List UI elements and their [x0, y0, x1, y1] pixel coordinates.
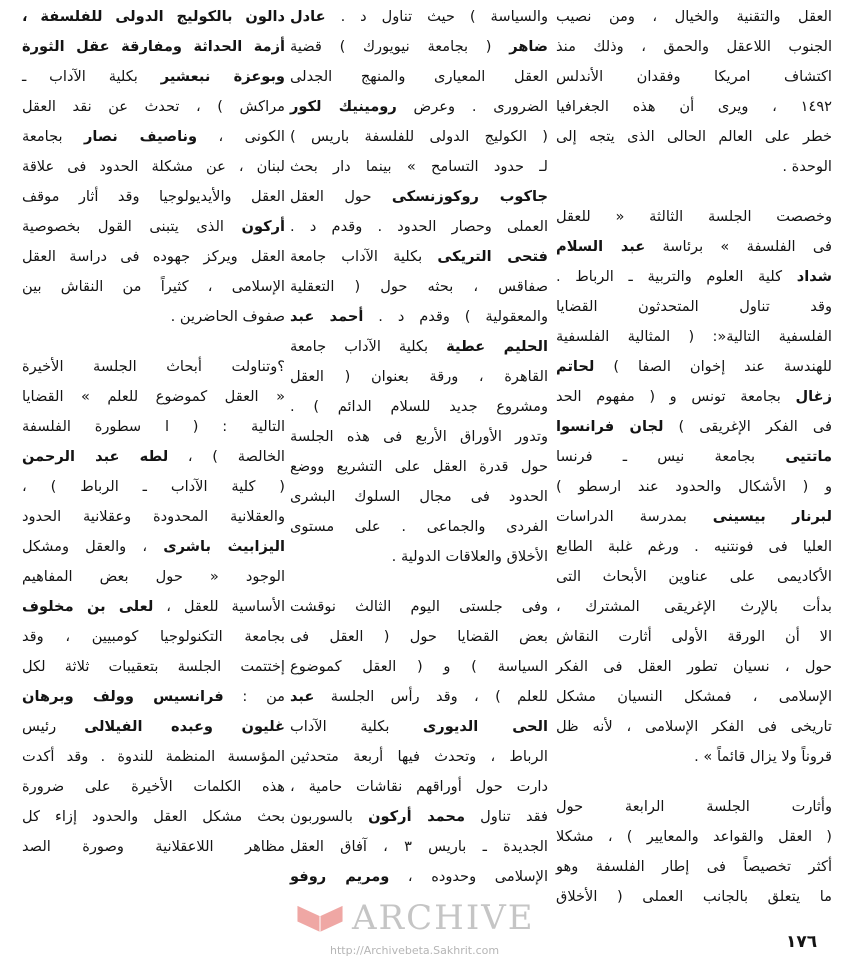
bold-name: لحاتم — [556, 358, 595, 375]
text-span: بعض القضايا حول ( العقل فى — [290, 628, 548, 645]
text-line — [556, 502, 832, 532]
text-line — [22, 742, 285, 772]
text-span: صفوف الحاضرين . — [170, 308, 285, 325]
text-line — [556, 652, 832, 682]
text-span: فقد تناول — [464, 808, 548, 825]
text-line — [556, 382, 832, 412]
text-span: كلية العلوم والتربية ـ الرباط . — [556, 268, 797, 285]
text-line — [556, 322, 832, 352]
text-line — [22, 2, 285, 32]
text-span: الحدود فى مجال السلوك البشرى — [290, 488, 548, 505]
text-span: قروناً ولا يزال قائماً » . — [694, 748, 832, 765]
text-line — [22, 622, 285, 652]
text-line — [556, 622, 832, 652]
text-span: بكلية الآداب جامعة — [290, 338, 447, 355]
text-line — [22, 772, 285, 802]
bold-name: فرانسيس وولف وبرهان — [22, 688, 224, 705]
text-span: ومشروع جديد للسلام الدائم ) . — [290, 398, 548, 415]
text-line — [22, 442, 285, 472]
bold-name: ضاهر — [509, 38, 548, 55]
text-span: العملى وحصار الحدود . وقدم د . — [290, 218, 548, 235]
watermark-url: http://Archivebeta.Sakhrit.com — [330, 944, 500, 957]
text-line — [22, 242, 285, 272]
column-right — [556, 2, 832, 932]
text-span: والسياسة ) حيث تناول د . — [325, 8, 548, 25]
text-line — [22, 352, 285, 382]
text-span: القاهرة ، ورقة بعنوان ( العقل — [290, 368, 548, 385]
bold-name: غليون وعبده الفيلالى — [84, 718, 285, 735]
paragraph — [556, 792, 832, 912]
text-span: المؤسسة المنظمة للندوة . وقد أكدت — [22, 748, 285, 765]
text-span: العقل ويركز جهوده فى دراسة العقل — [22, 248, 285, 265]
text-line — [556, 32, 832, 62]
text-line — [290, 512, 548, 542]
bold-name: جاكوب روكوزنسكى — [391, 188, 548, 205]
text-span: وتدور الأوراق الأربع فى هذه الجلسة — [290, 428, 548, 445]
text-span: السياسة ) و ( العقل كموضوع — [290, 658, 548, 675]
text-line — [290, 242, 548, 272]
text-span: و ( الأشكال والحدود عند ارسطو ) — [556, 478, 832, 495]
page-number: ١٧٦ — [786, 932, 818, 952]
bold-name: محمد أركون — [368, 808, 465, 825]
text-span: ( العقل والقواعد والمعايير ) ، مشكلا — [556, 828, 832, 845]
text-span: بحث مشكل العقل والحدود إزاء كل — [22, 808, 285, 825]
text-span: الضرورى . وعرض — [396, 98, 548, 115]
text-span: بدأت بالإرث الإغريقى المشترك ، — [556, 598, 832, 615]
text-span: حول العقل — [290, 188, 392, 205]
text-span: أكثر تخصيصاً فى إطار الفلسفة وهو — [556, 858, 832, 875]
text-line — [290, 122, 548, 152]
text-span: العليا فى فونتنيه . ورغم غلبة الطابع — [556, 538, 832, 555]
bold-name: رومينيك لكور — [290, 98, 397, 115]
text-span: الرباط ، وتحدث فيها أربعة متحدثين — [290, 748, 548, 765]
text-span: والمعقولية ) وقدم د . — [363, 308, 549, 325]
bold-name: أحمد عبد — [290, 308, 364, 325]
text-line — [556, 352, 832, 382]
text-line — [556, 852, 832, 882]
text-line — [556, 92, 832, 122]
text-span: خطر على العالم الحالى الذى يتجه إلى — [556, 128, 832, 145]
paragraph — [290, 592, 548, 892]
text-span: حول قدرة العقل على التشريع ووضع — [290, 458, 548, 475]
paragraph — [556, 2, 832, 182]
paragraph — [556, 202, 832, 772]
text-line — [556, 742, 832, 772]
text-span: من : — [223, 688, 285, 705]
text-line — [290, 272, 548, 302]
text-line — [556, 292, 832, 322]
text-span: الجنوب اللاعقل والحمق ، وذلك منذ — [556, 38, 832, 55]
text-span: بكلية الآداب — [290, 718, 423, 735]
text-span: مراكش ) ، تحدث عن نقد العقل — [22, 98, 285, 115]
bold-name: وبوعزة نبعشير — [160, 68, 285, 85]
text-line — [290, 362, 548, 392]
text-span: ( كلية الآداب ـ الرباط ) ، — [22, 478, 285, 495]
bold-name: ومريم روفو — [290, 868, 390, 885]
text-span: للعلم ) ، وقد رأس الجلسة — [314, 688, 548, 705]
text-span: الأكاديمى على عناوين الأبحاث التى — [556, 568, 832, 585]
text-line — [290, 592, 548, 622]
text-span: بكلية الآداب جامعة — [290, 248, 438, 265]
column-middle — [290, 2, 548, 912]
text-line — [556, 2, 832, 32]
text-span: التالية : ( ا سطورة الفلسفة — [22, 418, 285, 435]
text-line — [556, 822, 832, 852]
text-line — [290, 212, 548, 242]
text-span: بجامعة تونس و ( مفهوم الحد — [556, 388, 796, 405]
text-line — [556, 682, 832, 712]
bold-name: لعلى بن مخلوف — [22, 598, 154, 615]
bold-name: شداد — [796, 268, 832, 285]
text-line — [22, 272, 285, 302]
text-span: بجامعة — [22, 128, 85, 145]
bold-name: زغال — [795, 388, 832, 405]
text-span: بمدرسة الدراسات — [556, 508, 713, 525]
text-span: العقل المعيارى والمنهج الجدلى — [290, 68, 548, 85]
text-span: الإسلامى وحدوده ، — [389, 868, 549, 885]
text-line — [290, 682, 548, 712]
text-line — [556, 232, 832, 262]
text-span: الأساسية للعقل ، — [153, 598, 286, 615]
text-line — [290, 302, 548, 332]
column-left — [22, 2, 285, 882]
text-line — [22, 412, 285, 442]
text-line — [556, 62, 832, 92]
text-span: ( بجامعة نيويورك ) قضية — [290, 38, 510, 55]
text-span: « العقل كموضوع للعلم » القضايا — [22, 388, 285, 405]
bold-name: اليزابيث باشرى — [163, 538, 285, 555]
text-span: الا أن الورقة الأولى أثارت النقاش — [556, 628, 832, 645]
text-line — [556, 712, 832, 742]
text-line — [22, 682, 285, 712]
text-line — [290, 452, 548, 482]
text-line — [556, 412, 832, 442]
text-span: بجامعة نيس ـ فرنسا — [556, 448, 786, 465]
text-line — [22, 182, 285, 212]
text-span: مظاهر اللاعقلانية وصورة الصد — [22, 838, 285, 855]
text-line — [290, 182, 548, 212]
text-line — [290, 832, 548, 862]
text-line — [290, 392, 548, 422]
text-span: الوجود « حول بعض المفاهيم — [22, 568, 285, 585]
text-span: الفردى والجماعى . على مستوى — [290, 518, 548, 535]
text-span: ( الكوليج الدولى للفلسفة باريس ) — [290, 128, 548, 145]
text-span: ، والعقل ومشكل — [22, 538, 164, 555]
text-span: وقد تناول المتحدثون القضايا — [556, 298, 832, 315]
text-line — [22, 592, 285, 622]
bold-name: الحليم عطية — [446, 338, 548, 355]
text-line — [290, 542, 548, 572]
text-span: لـ حدود التسامح » بينما دار بحث — [290, 158, 548, 175]
text-span: فى الفكر الإغريقى ) — [663, 418, 832, 435]
text-span: دارت حول أوراقهم نقاشات حامية ، — [290, 778, 548, 795]
text-span: والعقلانية المحدودة وعقلانية الحدود — [22, 508, 285, 525]
text-span: بكلية الآداب ـ — [22, 68, 161, 85]
text-line — [290, 32, 548, 62]
bold-name: ماتتيى — [785, 448, 832, 465]
text-line — [290, 422, 548, 452]
text-span: ؟وتناولت أبحاث الجلسة الأخيرة — [22, 358, 285, 375]
text-span: وخصصت الجلسة الثالثة « للعقل — [556, 208, 832, 225]
text-line — [556, 122, 832, 152]
text-line — [290, 862, 548, 892]
text-span: الذى يتبنى القول بخصوصية — [22, 218, 242, 235]
text-line — [22, 802, 285, 832]
text-line — [290, 92, 548, 122]
text-span: الإسلامى ، فمشكل النسيان مشكل — [556, 688, 832, 705]
bold-name: أركون — [241, 218, 285, 235]
text-line — [22, 472, 285, 502]
text-line — [22, 122, 285, 152]
text-span: هذه الكلمات الأخيرة على ضرورة — [22, 778, 285, 795]
text-line — [22, 562, 285, 592]
text-line — [556, 792, 832, 822]
text-line — [556, 882, 832, 912]
text-span: الكونى ، — [197, 128, 285, 145]
text-span: الفلسفية التالية«: ( المثالية الفلسفية — [556, 328, 832, 345]
bold-name: الحى الديورى — [422, 718, 548, 735]
text-span: للهندسة عند إخوان الصفا ) — [594, 358, 832, 375]
text-line — [556, 592, 832, 622]
text-span: لبنان ، عن مشكلة الحدود فى علاقة — [22, 158, 285, 175]
text-line — [22, 62, 285, 92]
text-line — [22, 92, 285, 122]
text-span: العقل والتقنية والخيال ، ومن نصيب — [556, 8, 832, 25]
text-line — [22, 382, 285, 412]
bold-name: وناصيف نصار — [84, 128, 198, 145]
bold-name: عبد السلام — [556, 238, 646, 255]
text-span: تاريخى فى الفكر الإسلامى ، لأنه ظل — [556, 718, 832, 735]
text-span: العقل والأيديولوجيا وقد أثار موقف — [22, 188, 285, 205]
text-span: ما يتعلق بالجانب العملى ( الأخلاق — [556, 888, 832, 905]
text-span: بالسوربون — [290, 808, 369, 825]
text-span: رئيس — [22, 718, 85, 735]
bold-name: لبرنار بيسينى — [712, 508, 832, 525]
text-line — [290, 482, 548, 512]
bold-name: أزمة الحداثة ومفارقة عقل الثورة — [22, 38, 285, 55]
paragraph — [290, 2, 548, 572]
text-span: وفى جلستى اليوم الثالث نوقشت — [290, 598, 548, 615]
text-line — [290, 152, 548, 182]
text-span: بجامعة التكنولوجيا كومبيين ، وقد — [22, 628, 285, 645]
text-line — [290, 622, 548, 652]
text-line — [22, 532, 285, 562]
text-line — [22, 32, 285, 62]
text-line — [22, 152, 285, 182]
bold-name: فتحى التريكى — [437, 248, 548, 265]
bold-name: لطه عبد الرحمن — [22, 448, 169, 465]
text-line — [22, 832, 285, 862]
text-line — [290, 2, 548, 32]
text-span: الخالصة ) ، — [168, 448, 285, 465]
text-line — [290, 652, 548, 682]
paragraph — [22, 352, 285, 862]
text-span: الجديدة ـ باريس ٣ ، آفاق العقل — [290, 838, 548, 855]
text-line — [22, 302, 285, 332]
text-line — [290, 802, 548, 832]
text-line — [556, 262, 832, 292]
text-line — [290, 712, 548, 742]
text-line — [290, 742, 548, 772]
text-line — [22, 502, 285, 532]
text-span: الأخلاق والعلاقات الدولية . — [391, 548, 548, 565]
text-line — [556, 442, 832, 472]
text-line — [556, 562, 832, 592]
text-span: حول ، نسيان تطور العقل فى الفكر — [556, 658, 832, 675]
text-line — [556, 532, 832, 562]
text-line — [22, 212, 285, 242]
paragraph — [22, 2, 285, 332]
text-line — [290, 62, 548, 92]
text-line — [556, 202, 832, 232]
bold-name: دالون بالكوليج الدولى للفلسفة ، — [22, 8, 285, 25]
text-span: ١٤٩٢ ، ويرى أن هذه الجغرافيا — [556, 98, 832, 115]
bold-name: لجان فرانسوا — [556, 418, 664, 435]
text-span: صفاقس ، بحثه حول ( التعقلية — [290, 278, 548, 295]
text-line — [556, 152, 832, 182]
text-line — [22, 712, 285, 742]
text-line — [22, 652, 285, 682]
text-span: اكتشاف امريكا وفقدان الأندلس — [556, 68, 832, 85]
text-line — [556, 472, 832, 502]
text-span: وأثارت الجلسة الرابعة حول — [556, 798, 832, 815]
text-span: إختتمت الجلسة بتعقيبات ثلاثة لكل — [22, 658, 285, 675]
bold-name: عبد — [290, 688, 315, 705]
bold-name: عادل — [290, 8, 326, 25]
text-span: الوحدة . — [782, 158, 832, 175]
watermark-text: ARCHIVE — [352, 898, 535, 938]
text-span: فى الفلسفة » برئاسة — [645, 238, 832, 255]
text-line — [290, 772, 548, 802]
text-span: الإسلامى ، كثيراً من النقاش بين — [22, 278, 285, 295]
text-line — [290, 332, 548, 362]
